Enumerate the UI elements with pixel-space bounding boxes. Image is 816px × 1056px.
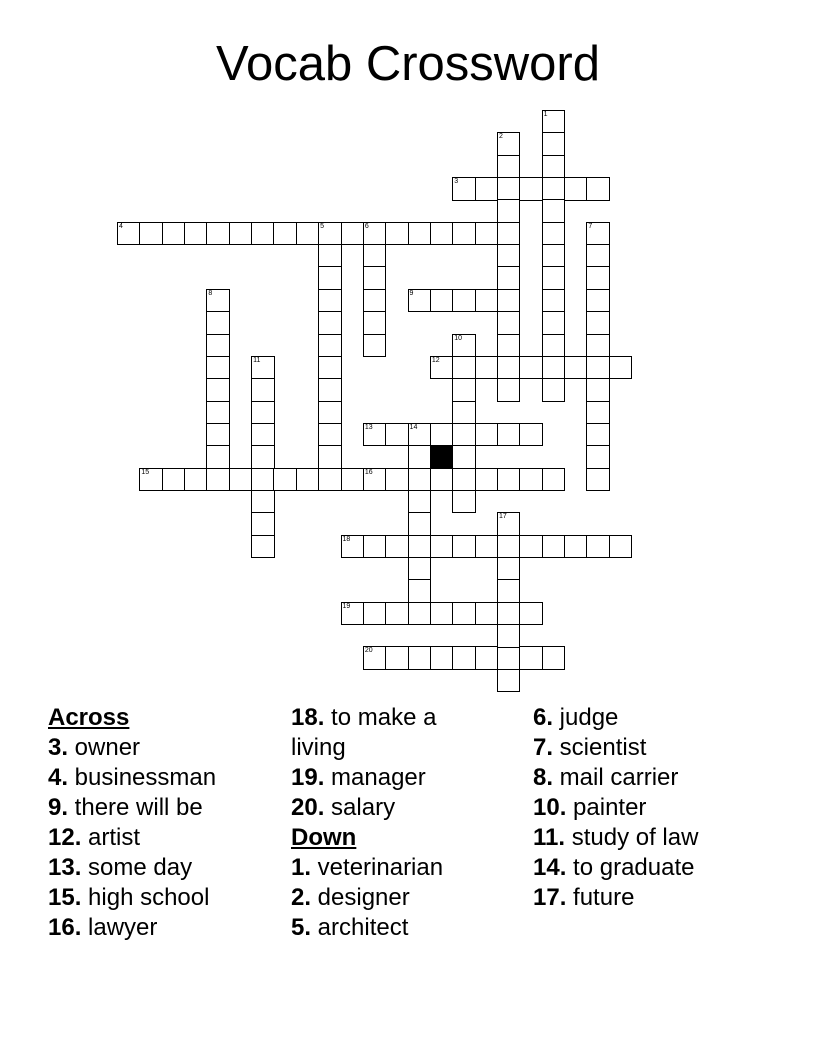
grid-cell[interactable] [318,222,342,246]
grid-cell[interactable] [251,423,275,447]
cell-number: 10 [454,334,463,342]
cell-number: 4 [119,222,123,230]
clue-number: 14. [533,854,567,881]
grid-cell[interactable] [318,311,342,335]
grid-cell[interactable] [363,535,387,559]
grid-cell[interactable] [430,468,454,492]
clue-text: painter [566,794,647,821]
grid-cell[interactable] [586,244,610,268]
across-heading: Across [48,704,130,731]
grid-cell[interactable] [519,646,543,670]
grid-cell[interactable] [586,266,610,290]
cell-number: 15 [141,468,150,476]
grid-cell[interactable] [251,378,275,402]
grid-cell[interactable] [206,334,230,358]
grid-cell[interactable] [542,646,566,670]
grid-cell[interactable] [430,356,454,380]
grid-cell[interactable] [430,289,454,313]
across-clue [48,793,288,823]
grid-cell[interactable] [363,311,387,335]
cell-number: 5 [320,222,325,230]
grid-cell[interactable] [206,445,230,469]
down-clue [533,823,793,853]
grid-cell[interactable] [430,646,454,670]
grid-cell[interactable] [452,222,476,246]
grid-cell[interactable] [206,311,230,335]
clue-text: judge [553,704,619,731]
grid-cell[interactable] [519,177,543,201]
grid-cell[interactable] [519,356,543,380]
across-clue [48,853,288,883]
grid-cell[interactable] [586,423,610,447]
grid-cell[interactable] [318,356,342,380]
across-clue [48,763,288,793]
grid-cell[interactable] [385,535,409,559]
down-clue [533,883,793,913]
down-clue [533,853,793,883]
clue-number: 16. [48,914,82,941]
clue-number: 5. [291,914,312,941]
clue-text: future [566,884,635,911]
grid-cell[interactable] [251,512,275,536]
grid-cell[interactable] [363,646,387,670]
clue-number: 20. [291,794,325,821]
grid-cell[interactable] [542,334,566,358]
grid-cell[interactable] [251,356,275,380]
grid-cell[interactable] [363,266,387,290]
grid-cell[interactable] [363,222,387,246]
grid-cell[interactable] [273,468,297,492]
across-clue [291,763,531,793]
grid-cell[interactable] [341,468,365,492]
grid-cell[interactable] [475,177,499,201]
across-clue [291,793,531,823]
grid-cell[interactable] [586,445,610,469]
grid-cell[interactable] [497,177,521,201]
grid-cell[interactable] [318,244,342,268]
grid-cell[interactable] [184,468,208,492]
clue-text: businessman [68,764,217,791]
grid-cell[interactable] [206,356,230,380]
clues-column-2 [291,703,531,943]
grid-cell[interactable] [586,535,610,559]
grid-cell[interactable] [408,557,432,581]
grid-cell[interactable] [408,646,432,670]
grid-cell[interactable] [564,177,588,201]
grid-cell[interactable] [452,177,476,201]
grid-cell[interactable] [162,468,186,492]
cell-number: 12 [431,356,440,364]
cell-number: 7 [588,222,593,230]
down-heading: Down [291,824,357,851]
clue-text: scientist [553,734,647,761]
grid-cell[interactable] [363,423,387,447]
grid-cell[interactable] [475,289,499,313]
grid-cell[interactable] [497,468,521,492]
clue-number: 4. [48,764,69,791]
clue-number: 8. [533,764,554,791]
down-clue [533,763,793,793]
cell-number: 13 [364,423,373,431]
clue-text: architect [311,914,409,941]
grid-cell[interactable] [542,266,566,290]
grid-cell[interactable] [408,222,432,246]
grid-cell[interactable] [497,311,521,335]
grid-cell[interactable] [318,289,342,313]
grid-cell[interactable] [139,222,163,246]
clue-text: artist [81,824,141,851]
grid-cell[interactable] [519,423,543,447]
grid-cell[interactable] [273,222,297,246]
grid-cell[interactable] [542,535,566,559]
grid-cell[interactable] [586,177,610,201]
clue-text: lawyer [81,914,158,941]
grid-cell[interactable] [408,468,432,492]
grid-cell[interactable] [475,423,499,447]
grid-cell[interactable] [206,378,230,402]
grid-cell[interactable] [318,445,342,469]
grid-cell[interactable] [363,602,387,626]
grid-cell[interactable] [542,356,566,380]
grid-cell[interactable] [586,289,610,313]
down-clue [533,793,793,823]
grid-cell[interactable] [497,579,521,603]
grid-cell[interactable] [586,311,610,335]
cell-number: 9 [409,289,414,297]
cell-number: 20 [364,647,373,655]
cell-number: 14 [409,423,418,431]
clue-number: 9. [48,794,69,821]
grid-cell[interactable] [497,624,521,648]
clue-number: 3. [48,734,69,761]
cell-number: 1 [543,111,548,118]
across-clue [48,883,288,913]
grid-cell[interactable] [117,222,141,246]
grid-cell[interactable] [452,602,476,626]
grid-cell[interactable] [475,222,499,246]
grid-cell[interactable] [475,646,499,670]
grid-cell[interactable] [609,356,633,380]
cell-number: 16 [364,468,373,476]
grid-cell[interactable] [497,155,521,179]
grid-cell[interactable] [341,535,365,559]
grid-cell[interactable] [318,266,342,290]
grid-cell[interactable] [497,535,521,559]
clue-number: 7. [533,734,554,761]
grid-cell[interactable] [519,535,543,559]
grid-cell[interactable] [184,222,208,246]
clue-number: 12. [48,824,82,851]
grid-cell[interactable] [318,378,342,402]
grid-cell[interactable] [385,468,409,492]
grid-cell[interactable] [229,468,253,492]
grid-cell[interactable] [363,289,387,313]
grid-cell[interactable] [408,535,432,559]
cell-number: 2 [498,133,503,141]
grid-cell[interactable] [408,602,432,626]
clue-number: 17. [533,884,567,911]
grid-cell[interactable] [542,199,566,223]
grid-cell[interactable] [363,334,387,358]
grid-cell[interactable] [206,222,230,246]
grid-cell[interactable] [497,423,521,447]
grid-cell[interactable] [408,423,432,447]
grid-cell[interactable] [452,423,476,447]
grid-cell[interactable] [497,244,521,268]
grid-cell[interactable] [497,669,521,693]
grid-cell[interactable] [206,289,230,313]
grid-cell[interactable] [452,356,476,380]
clue-text: to graduate [566,854,695,881]
grid-cell[interactable] [251,490,275,514]
clue-number: 2. [291,884,312,911]
grid-cell[interactable] [475,468,499,492]
grid-cell[interactable] [586,222,610,246]
grid-cell[interactable] [497,646,521,670]
grid-cell[interactable] [542,244,566,268]
down-clue [291,883,531,913]
grid-cell[interactable] [497,602,521,626]
down-clue [291,913,531,943]
grid-cell[interactable] [542,177,566,201]
grid-cell[interactable] [452,401,476,425]
grid-cell[interactable] [452,334,476,358]
grid-cell[interactable] [341,222,365,246]
grid-cell[interactable] [251,535,275,559]
grid-cell[interactable] [408,512,432,536]
grid-cell[interactable] [318,334,342,358]
cell-number: 18 [342,535,351,543]
grid-cell[interactable] [542,222,566,246]
grid-cell[interactable] [452,468,476,492]
down-clue [291,853,531,883]
grid-cell[interactable] [251,445,275,469]
grid-cell[interactable] [519,602,543,626]
grid-cell[interactable] [452,445,476,469]
grid-cell[interactable] [385,646,409,670]
grid-cell[interactable] [542,311,566,335]
grid-cell[interactable] [452,490,476,514]
grid-cell[interactable] [408,289,432,313]
grid-cell[interactable] [497,266,521,290]
grid-cell[interactable] [519,468,543,492]
grid-cell[interactable] [564,356,588,380]
grid-cell[interactable] [139,468,163,492]
clues-column-1 [48,703,288,943]
clue-text: veterinarian [311,854,444,881]
grid-cell[interactable] [497,289,521,313]
page-title: Vocab Crossword [215,37,600,91]
cell-number: 6 [364,222,369,230]
cell-number: 19 [342,602,351,610]
across-clue [48,913,288,943]
across-clue [48,733,288,763]
across-clue [48,823,288,853]
black-cell [430,445,454,469]
grid-cell[interactable] [296,222,320,246]
grid-cell[interactable] [497,378,521,402]
grid-cell[interactable] [206,423,230,447]
grid-cell[interactable] [542,468,566,492]
clues-column-3 [533,703,793,913]
grid-cell[interactable] [564,535,588,559]
grid-cell[interactable] [497,222,521,246]
clue-number: 1. [291,854,312,881]
grid-cell[interactable] [385,602,409,626]
clue-text: high school [81,884,210,911]
grid-cell[interactable] [586,356,610,380]
grid-cell[interactable] [542,132,566,156]
grid-cell[interactable] [497,557,521,581]
grid-cell[interactable] [385,222,409,246]
down-clue [533,733,793,763]
grid-cell[interactable] [206,468,230,492]
clue-number: 18. [291,704,325,731]
grid-cell[interactable] [363,468,387,492]
grid-cell[interactable] [318,468,342,492]
grid-cell[interactable] [452,378,476,402]
grid-cell[interactable] [452,535,476,559]
grid-cell[interactable] [408,445,432,469]
clue-number: 6. [533,704,554,731]
grid-cell[interactable] [251,468,275,492]
grid-cell[interactable] [408,490,432,514]
grid-cell[interactable] [586,378,610,402]
clue-text: there will be [68,794,203,821]
clue-number: 10. [533,794,567,821]
clue-number: 13. [48,854,82,881]
grid-cell[interactable] [162,222,186,246]
grid-cell[interactable] [586,334,610,358]
clue-text: mail carrier [553,764,679,791]
grid-cell[interactable] [296,468,320,492]
grid-cell[interactable] [318,401,342,425]
grid-cell[interactable] [542,289,566,313]
grid-cell[interactable] [318,423,342,447]
grid-cell[interactable] [497,199,521,223]
clue-text: to make a living [291,704,437,761]
grid-cell[interactable] [206,401,230,425]
grid-cell[interactable] [586,401,610,425]
cell-number: 17 [498,513,507,521]
grid-cell[interactable] [542,110,566,134]
clue-text: owner [68,734,141,761]
clue-text: some day [81,854,193,881]
grid-cell[interactable] [586,468,610,492]
grid-cell[interactable] [497,132,521,156]
grid-cell[interactable] [609,535,633,559]
clue-text: designer [311,884,410,911]
grid-cell[interactable] [430,222,454,246]
grid-cell[interactable] [430,602,454,626]
grid-cell[interactable] [452,646,476,670]
clue-number: 11. [533,824,566,851]
clue-text: salary [324,794,396,821]
grid-cell[interactable] [452,289,476,313]
grid-cell[interactable] [542,378,566,402]
grid-cell[interactable] [229,222,253,246]
grid-cell[interactable] [475,356,499,380]
grid-cell[interactable] [363,244,387,268]
grid-cell[interactable] [497,512,521,536]
grid-cell[interactable] [497,334,521,358]
grid-cell[interactable] [251,401,275,425]
grid-cell[interactable] [475,535,499,559]
clue-number: 15. [48,884,82,911]
down-clue [533,703,793,733]
grid-cell[interactable] [475,602,499,626]
grid-cell[interactable] [497,356,521,380]
grid-cell[interactable] [542,155,566,179]
clue-text: study of law [565,824,699,851]
cell-number: 8 [208,289,213,297]
grid-cell[interactable] [385,423,409,447]
cell-number: 11 [253,356,261,364]
grid-cell[interactable] [251,222,275,246]
cell-number: 3 [454,178,459,186]
grid-cell[interactable] [430,423,454,447]
clue-text: manager [324,764,426,791]
grid-cell[interactable] [408,579,432,603]
across-clue [291,703,471,763]
clue-number: 19. [291,764,325,791]
grid-cell[interactable] [430,535,454,559]
grid-cell[interactable] [341,602,365,626]
